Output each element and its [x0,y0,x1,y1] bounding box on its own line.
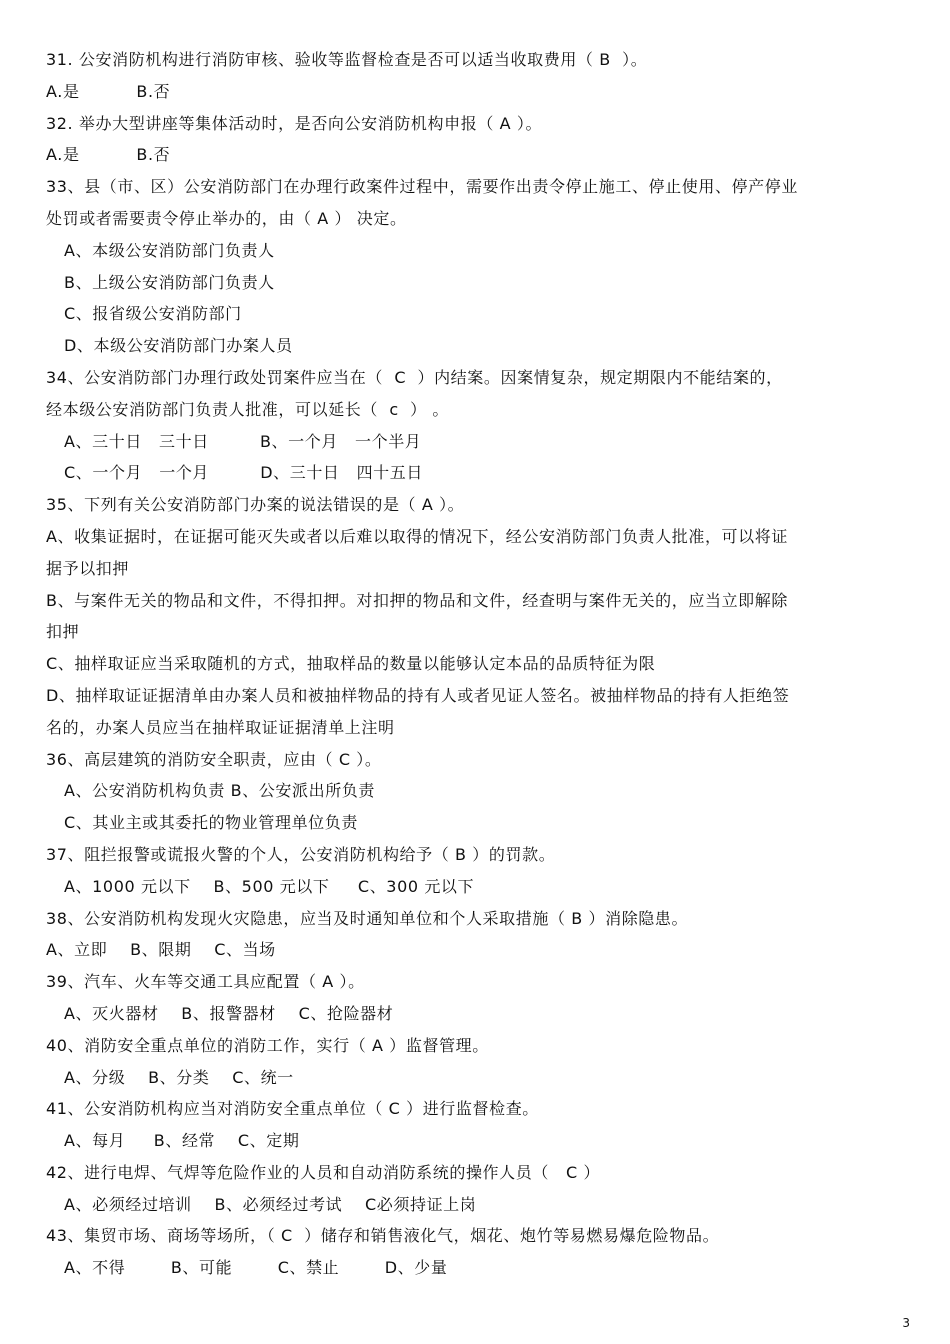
text-line: C、其业主或其委托的物业管理单位负责 [64,813,358,833]
text-line: A、不得 B、可能 C、禁止 D、少量 [64,1258,448,1278]
text-line: 40、消防安全重点单位的消防工作，实行（ A ）监督管理。 [46,1035,489,1055]
text-line: 34、公安消防部门办理行政处罚案件应当在（ C ）内结案。因案情复杂，规定期限内不能结案的， [46,367,783,387]
text-line: D、抽样取证证据清单由办案人员和被抽样物品的持有人或者见证人签名。被抽样物品的持有人拒绝签 [46,685,790,705]
text-line: 32. 举办大型讲座等集体活动时，是否向公安消防机构申报（ A ）。 [46,113,543,133]
text-line: 据予以扣押 [46,558,130,578]
document-page [46,50,916,1290]
text-line: 名的，办案人员应当在抽样取证证据清单上注明 [46,717,395,737]
text-line: 38、公安消防机构发现火灾隐患，应当及时通知单位和个人采取措施（ B ）消除隐患。 [46,908,689,928]
text-line: 37、阻拦报警或谎报火警的个人，公安消防机构给予（ B ）的罚款。 [46,844,556,864]
text-line: 处罚或者需要责令停止举办的，由（ A ） 决定。 [46,208,407,228]
text-line: A.是 B.否 [46,81,171,101]
text-line: 33、县（市、区）公安消防部门在办理行政案件过程中，需要作出责令停止施工、停止使用、停产停业 [46,177,798,197]
text-line: A、每月 B、经常 C、定期 [64,1131,300,1151]
text-line: A、本级公安消防部门负责人 [64,240,275,260]
text-line: 43、集贸市场、商场等场所，（ C ）储存和销售液化气，烟花、炮竹等易燃易爆危险物品。 [46,1226,720,1246]
text-line: B、上级公安消防部门负责人 [64,272,275,292]
text-line: 31. 公安消防机构进行消防审核、验收等监督检查是否可以适当收取费用（ B ）。 [46,50,648,69]
text-line: A.是 B.否 [46,145,171,165]
text-line: A、1000 元以下 B、500 元以下 C、300 元以下 [64,876,475,896]
text-line: A、分级 B、分类 C、统一 [64,1067,294,1087]
text-line: 36、高层建筑的消防安全职责，应由（ C ）。 [46,749,382,769]
text-line: A、公安消防机构负责 B、公安派出所负责 [64,781,376,801]
text-line: 经本级公安消防部门负责人批准，可以延长（ c ） 。 [46,399,450,419]
text-line: A、灭火器材 B、报警器材 C、抢险器材 [64,1003,394,1023]
text-line: 41、公安消防机构应当对消防安全重点单位（ C ）进行监督检查。 [46,1099,539,1119]
text-line: 42、进行电焊、气焊等危险作业的人员和自动消防系统的操作人员（ C ） [46,1162,601,1182]
text-line: 扣押 [46,622,80,642]
text-line: A、三十日 三十日 B、一个月 一个半月 [64,431,422,451]
text-line: 35、下列有关公安消防部门办案的说法错误的是（ A ）。 [46,495,465,515]
text-line: A、必须经过培训 B、必须经过考试 C必须持证上岗 [64,1194,477,1214]
text-line: 39、汽车、火车等交通工具应配置（ A ）。 [46,972,365,992]
text-line: C、抽样取证应当采取随机的方式，抽取样品的数量以能够认定本品的品质特征为限 [46,654,656,674]
text-line: D、本级公安消防部门办案人员 [64,336,293,356]
page-number: 3 [902,1316,910,1330]
text-line: B、与案件无关的物品和文件，不得扣押。对扣押的物品和文件，经查明与案件无关的，应当立即解除 [46,590,788,610]
text-line: C、报省级公安消防部门 [64,304,242,324]
text-line: C、一个月 一个月 D、三十日 四十五日 [64,463,423,483]
text-line: A、收集证据时，在证据可能灭失或者以后难以取得的情况下，经公安消防部门负责人批准，可以将证 [46,526,788,546]
text-line: A、立即 B、限期 C、当场 [46,940,276,960]
